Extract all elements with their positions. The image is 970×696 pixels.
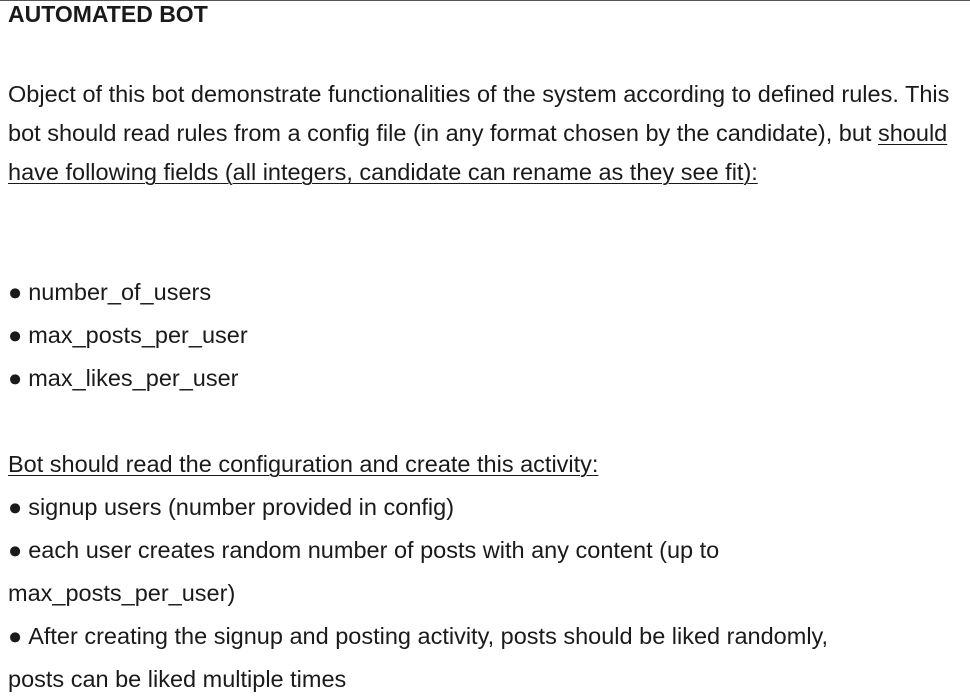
field-item-label: max_likes_per_user — [28, 365, 239, 391]
activity-item — [8, 621, 828, 651]
bullet-icon: ● — [8, 279, 23, 305]
activity-item-label: each user creates random number of posts with any content (up to — [28, 537, 720, 563]
activity-item-label: signup users (number provided in config) — [28, 494, 455, 520]
activity-item-continuation: max_posts_per_user) — [8, 580, 236, 606]
bullet-icon: ● — [8, 322, 23, 348]
bullet-icon: ● — [8, 365, 23, 391]
field-item — [8, 320, 248, 350]
activity-item — [8, 535, 719, 565]
activity-item-continuation: posts can be liked multiple times — [8, 666, 347, 692]
activity-heading: Bot should read the configuration and create this activity: — [8, 451, 599, 477]
bullet-icon: ● — [8, 623, 23, 649]
field-item — [8, 363, 239, 393]
bullet-icon: ● — [8, 537, 23, 563]
intro-underlined-text: should have following fields (all integers, candidate can rename as they see fit): — [8, 120, 948, 185]
field-item-label: number_of_users — [28, 279, 212, 305]
bullet-icon: ● — [8, 494, 23, 520]
intro-text: Object of this bot demonstrate functionalities of the system according to defined rules. This bot should read rules from a config file (in any format chosen by the candidate), but — [8, 81, 950, 146]
document-title: AUTOMATED BOT — [8, 1, 208, 27]
field-item-label: max_posts_per_user — [28, 322, 248, 348]
field-item — [8, 277, 211, 307]
activity-item — [8, 492, 454, 522]
activity-item-label: After creating the signup and posting activity, posts should be liked randomly, — [28, 623, 829, 649]
intro-paragraph — [8, 75, 966, 192]
